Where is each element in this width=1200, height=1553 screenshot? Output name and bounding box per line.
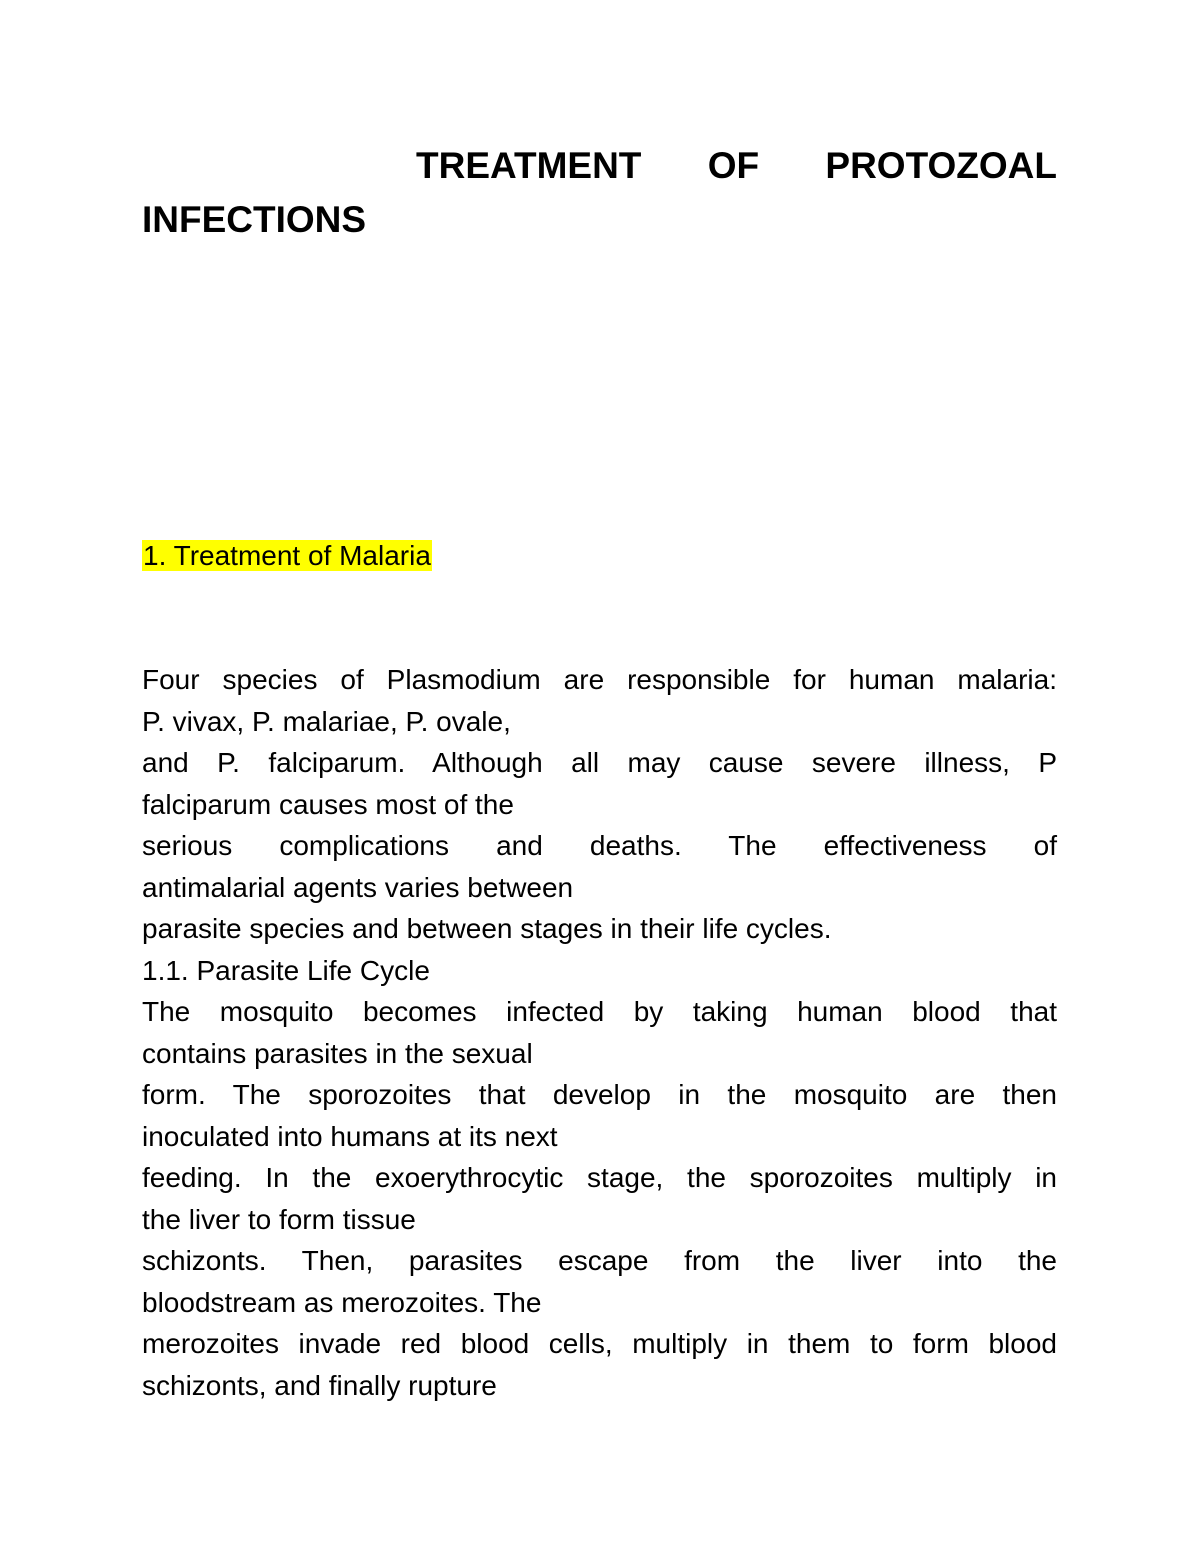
body-line: parasite species and between stages in their life cycles. xyxy=(142,913,832,944)
body-line: schizonts. Then, parasites escape from the liver into the xyxy=(142,1245,1057,1276)
section-heading xyxy=(142,536,432,576)
body-line: falciparum causes most of the xyxy=(142,788,514,820)
body-line: merozoites invade red blood cells, multiply in them to form blood xyxy=(142,1328,1057,1359)
highlighted-heading-text: 1. Treatment of Malaria xyxy=(143,540,431,571)
body-line: serious complications and deaths. The effectiveness of xyxy=(142,830,1057,861)
body-line: bloodstream as merozoites. The xyxy=(142,1286,542,1318)
body-line: inoculated into humans at its next xyxy=(142,1120,558,1152)
body-text xyxy=(142,659,1057,1406)
body-line: contains parasites in the sexual xyxy=(142,1037,533,1069)
body-line: antimalarial agents varies between xyxy=(142,871,574,903)
body-line: The mosquito becomes infected by taking human blood that xyxy=(142,996,1057,1027)
body-line: Four species of Plasmodium are responsible for human malaria: xyxy=(142,664,1057,695)
body-line: P. vivax, P. malariae, P. ovale, xyxy=(142,705,511,737)
body-line: and P. falciparum. Although all may cause severe illness, P xyxy=(142,747,1057,778)
body-line: the liver to form tissue xyxy=(142,1203,416,1235)
body-line: feeding. In the exoerythrocytic stage, the sporozoites multiply in xyxy=(142,1162,1057,1193)
body-line: form. The sporozoites that develop in the mosquito are then xyxy=(142,1079,1057,1110)
document-title: TREATMENT OF PROTOZOAL INFECTIONS xyxy=(142,145,1057,240)
document-content xyxy=(142,139,1057,1401)
body-line: schizonts, and finally rupture xyxy=(142,1369,497,1401)
body-line: 1.1. Parasite Life Cycle xyxy=(142,954,430,986)
